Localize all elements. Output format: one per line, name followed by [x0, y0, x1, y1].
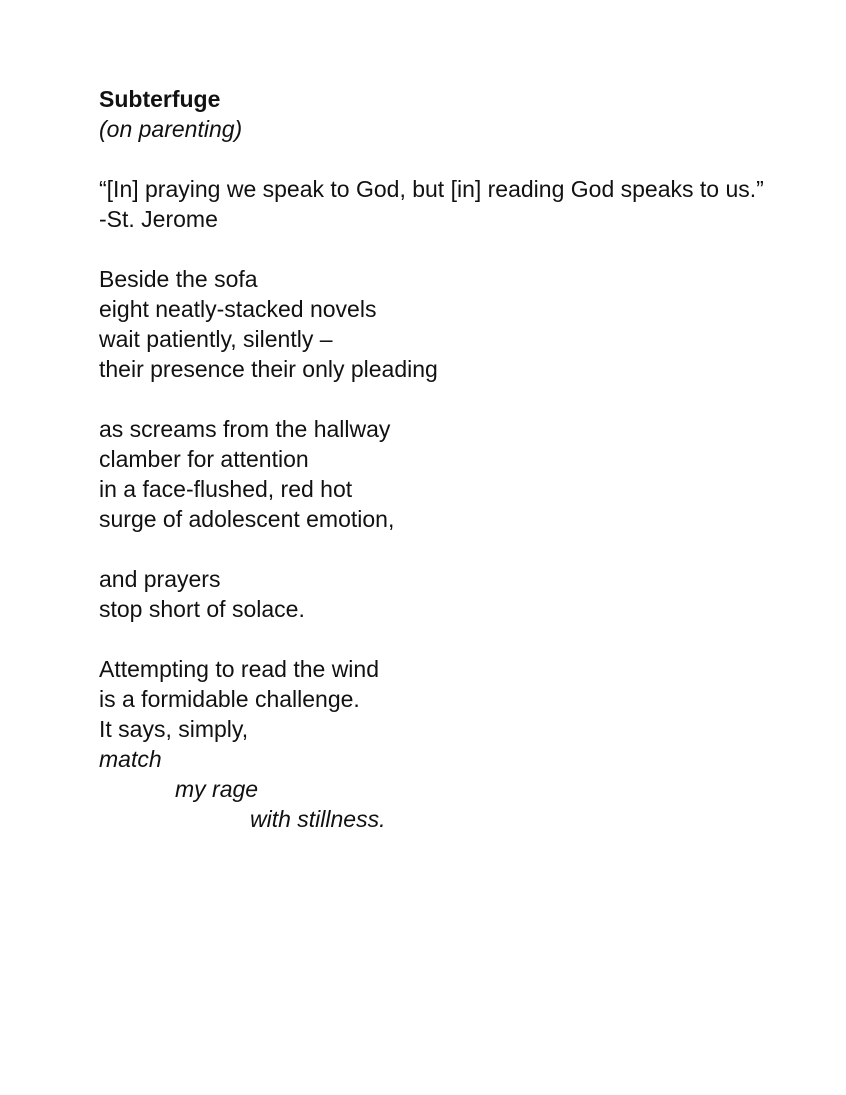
- stanza-gap: [99, 534, 829, 564]
- poem-line: clamber for attention: [99, 446, 309, 472]
- stanza-gap: [99, 144, 829, 174]
- epigraph-quote: “[In] praying we speak to God, but [in] reading God speaks to us.”: [99, 176, 764, 202]
- closing-line: my rage: [175, 776, 259, 802]
- closing-line: with stillness.: [250, 806, 386, 832]
- poem-line: stop short of solace.: [99, 596, 305, 622]
- poem: [99, 84, 829, 834]
- poem-line: is a formidable challenge.: [99, 686, 360, 712]
- stanza-4: [99, 654, 829, 834]
- stanza-3: [99, 564, 829, 624]
- poem-line: their presence their only pleading: [99, 356, 438, 382]
- poem-line: wait patiently, silently –: [99, 326, 333, 352]
- epigraph-attribution: -St. Jerome: [99, 206, 218, 232]
- stanza-gap: [99, 234, 829, 264]
- poem-line: Attempting to read the wind: [99, 656, 379, 682]
- stanza-gap: [99, 384, 829, 414]
- poem-subtitle: (on parenting): [99, 116, 243, 142]
- closing-line: match: [99, 746, 162, 772]
- poem-line: as screams from the hallway: [99, 416, 391, 442]
- stanza-gap: [99, 624, 829, 654]
- poem-line: in a face-flushed, red hot: [99, 476, 353, 502]
- poem-line: It says, simply,: [99, 716, 249, 742]
- poem-title: Subterfuge: [99, 86, 221, 112]
- poem-line: surge of adolescent emotion,: [99, 506, 395, 532]
- stanza-1: [99, 264, 829, 384]
- poem-line: Beside the sofa: [99, 266, 258, 292]
- stanza-2: [99, 414, 829, 534]
- poem-line: eight neatly-stacked novels: [99, 296, 377, 322]
- poem-line: and prayers: [99, 566, 221, 592]
